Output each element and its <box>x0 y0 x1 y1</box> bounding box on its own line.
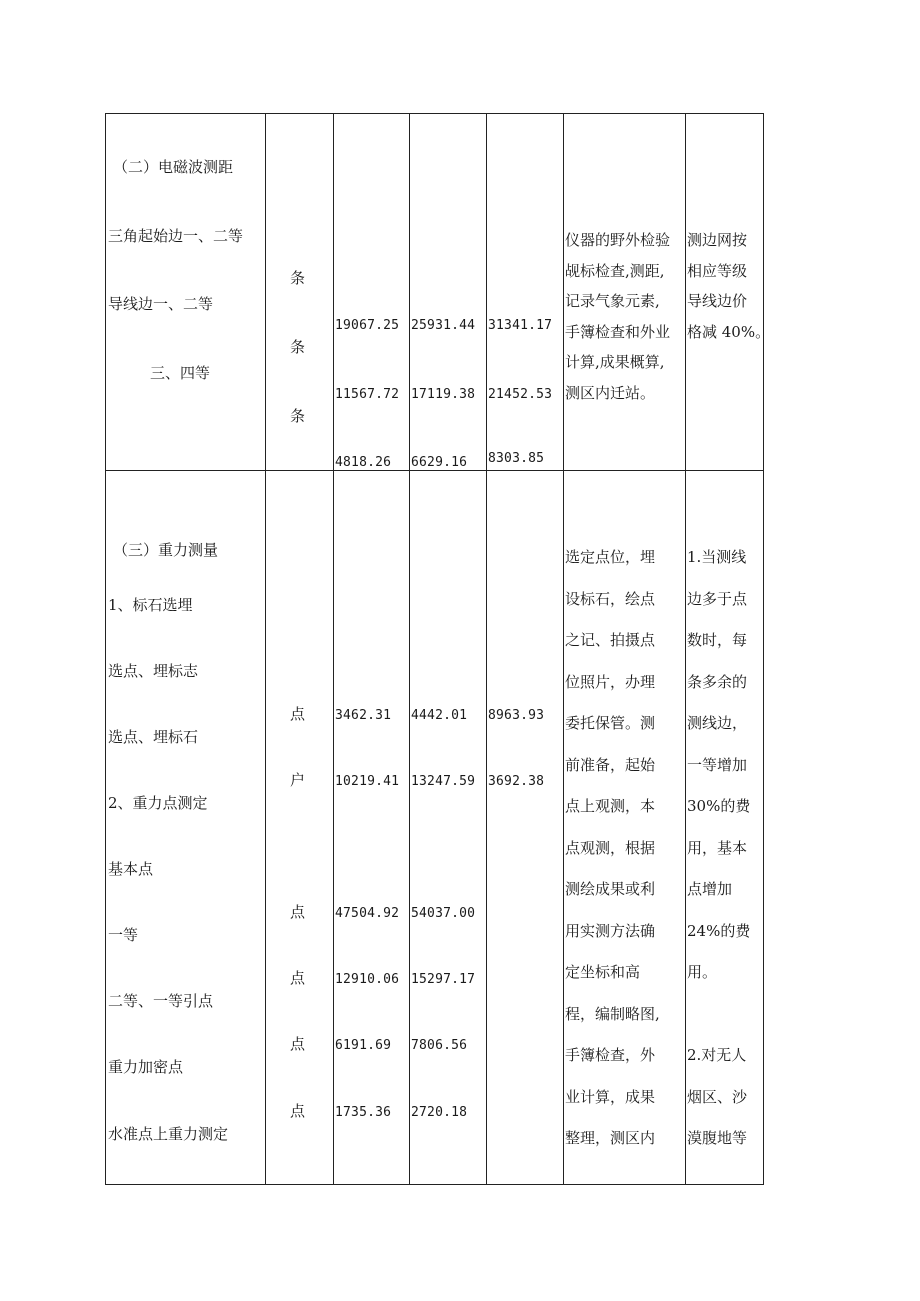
content-line: 觇标检查,测距, <box>565 261 665 280</box>
price-value: 7806.56 <box>411 1038 468 1053</box>
content-line: 计算,成果概算, <box>565 353 665 371</box>
unit-label: 条 <box>290 338 306 356</box>
note-line: 格减 40%。 <box>687 322 771 341</box>
content-line: 定坐标和高 <box>565 963 641 981</box>
content-line: 之记、拍摄点 <box>565 631 656 649</box>
notes-cell <box>686 114 771 471</box>
content-line: 委托保管。测 <box>565 714 656 732</box>
work-content <box>565 537 660 1160</box>
unit-cell <box>266 114 334 471</box>
note-line: 一等增加 <box>687 755 748 774</box>
content-line: 用实测方法确 <box>565 921 656 940</box>
item-label: 选点、埋标石 <box>108 728 199 746</box>
content-line: 点观测，根据 <box>565 838 656 857</box>
content-line: 位照片，办理 <box>565 672 656 691</box>
note-line: 点增加 <box>687 880 733 898</box>
note-line: 用，基本 <box>687 838 748 857</box>
note-line: 条多余的 <box>687 672 748 691</box>
price-cell <box>487 471 564 1185</box>
item-label: 三角起始边一、二等 <box>108 227 244 245</box>
price-value: 4442.01 <box>411 708 468 723</box>
notes-cell <box>686 471 764 1185</box>
price-value: 25931.44 <box>411 318 476 333</box>
item-label: 选点、埋标志 <box>108 662 199 680</box>
item-label: 一等 <box>108 926 139 944</box>
content-line: 仪器的野外检验 <box>565 231 671 249</box>
note-line: 数时，每 <box>687 631 748 649</box>
item-label: 重力加密点 <box>108 1058 184 1076</box>
note-line: 2.对无人 <box>687 1046 747 1064</box>
unit-label: 点 <box>290 969 306 987</box>
content-line: 手簿检查，外 <box>565 1046 656 1064</box>
unit-label: 点 <box>290 1035 306 1053</box>
price-value: 17119.38 <box>411 387 476 402</box>
price-value: 1735.36 <box>335 1105 392 1120</box>
unit-cell <box>266 471 334 1185</box>
item-label: 导线边一、二等 <box>108 295 214 313</box>
price-value: 8963.93 <box>488 708 545 723</box>
price-value: 13247.59 <box>411 774 476 789</box>
unit-label: 点 <box>290 1102 306 1120</box>
item-label: 三、四等 <box>150 364 211 382</box>
unit-label: 条 <box>290 269 306 287</box>
fee-table <box>105 113 771 1185</box>
note-line: 相应等级 <box>687 261 748 280</box>
price-value: 47504.92 <box>335 906 400 921</box>
note-line <box>687 994 750 1036</box>
item-label: 基本点 <box>108 860 154 878</box>
price-cell <box>487 114 564 471</box>
price-cell <box>410 471 487 1185</box>
table-row <box>106 114 764 471</box>
price-value: 2720.18 <box>411 1105 468 1120</box>
note-line: 漠腹地等 <box>687 1129 748 1147</box>
price-value: 6629.16 <box>411 455 468 470</box>
work-content <box>565 225 670 408</box>
price-cell <box>410 114 487 471</box>
price-value: 21452.53 <box>488 387 553 402</box>
content-line: 测绘成果或利 <box>565 880 656 898</box>
price-value: 15297.17 <box>411 972 476 987</box>
content-line: 程，编制略图, <box>565 1004 660 1023</box>
item-label: 1、标石选埋 <box>108 596 193 614</box>
price-value: 8303.85 <box>488 451 545 466</box>
note-line: 烟区、沙 <box>687 1087 748 1106</box>
price-value: 12910.06 <box>335 972 400 987</box>
price-cell <box>334 114 410 471</box>
notes <box>687 537 750 1160</box>
price-value: 54037.00 <box>411 906 476 921</box>
table-row <box>106 471 764 1185</box>
unit-label: 点 <box>290 705 306 723</box>
item-label: 2、重力点测定 <box>108 794 208 812</box>
content-line: 业计算，成果 <box>565 1087 656 1106</box>
content-line: 手簿检查和外业 <box>565 322 671 341</box>
content-line: 前准备，起始 <box>565 755 656 774</box>
work-content-cell <box>564 114 686 471</box>
item-label: （三）重力测量 <box>113 541 219 559</box>
note-line: 测线边， <box>687 714 748 732</box>
item-label: （二）电磁波测距 <box>113 158 234 176</box>
price-value: 31341.17 <box>488 318 553 333</box>
price-cell <box>334 471 410 1185</box>
unit-label: 点 <box>290 903 306 921</box>
note-line: 导线边价 <box>687 292 748 310</box>
content-line: 记录气象元素, <box>565 292 660 310</box>
note-line: 30%的费 <box>687 797 751 815</box>
note-line: 测边网按 <box>687 231 748 249</box>
price-value: 3692.38 <box>488 774 545 789</box>
note-line: 边多于点 <box>687 589 748 608</box>
unit-label: 条 <box>290 407 306 425</box>
item-cell <box>106 114 266 471</box>
content-line: 选定点位，埋 <box>565 548 656 566</box>
item-label: 二等、一等引点 <box>108 992 214 1010</box>
price-value: 3462.31 <box>335 708 392 723</box>
note-line: 用。 <box>687 963 718 981</box>
price-value: 11567.72 <box>335 387 400 402</box>
price-value: 6191.69 <box>335 1038 392 1053</box>
price-value: 19067.25 <box>335 318 400 333</box>
content-line: 点上观测，本 <box>565 797 656 815</box>
content-line: 设标石，绘点 <box>565 589 656 608</box>
note-line: 24%的费 <box>687 921 751 940</box>
unit-label: 户 <box>290 771 306 789</box>
item-label: 水准点上重力测定 <box>108 1125 229 1143</box>
item-cell <box>106 471 266 1185</box>
work-content-cell <box>564 471 686 1185</box>
note-line: 1.当测线 <box>687 548 747 566</box>
content-line: 整理，测区内 <box>565 1129 656 1147</box>
content-line: 测区内迁站。 <box>565 383 656 402</box>
notes <box>687 225 770 347</box>
price-value: 4818.26 <box>335 455 392 470</box>
price-value: 10219.41 <box>335 774 400 789</box>
